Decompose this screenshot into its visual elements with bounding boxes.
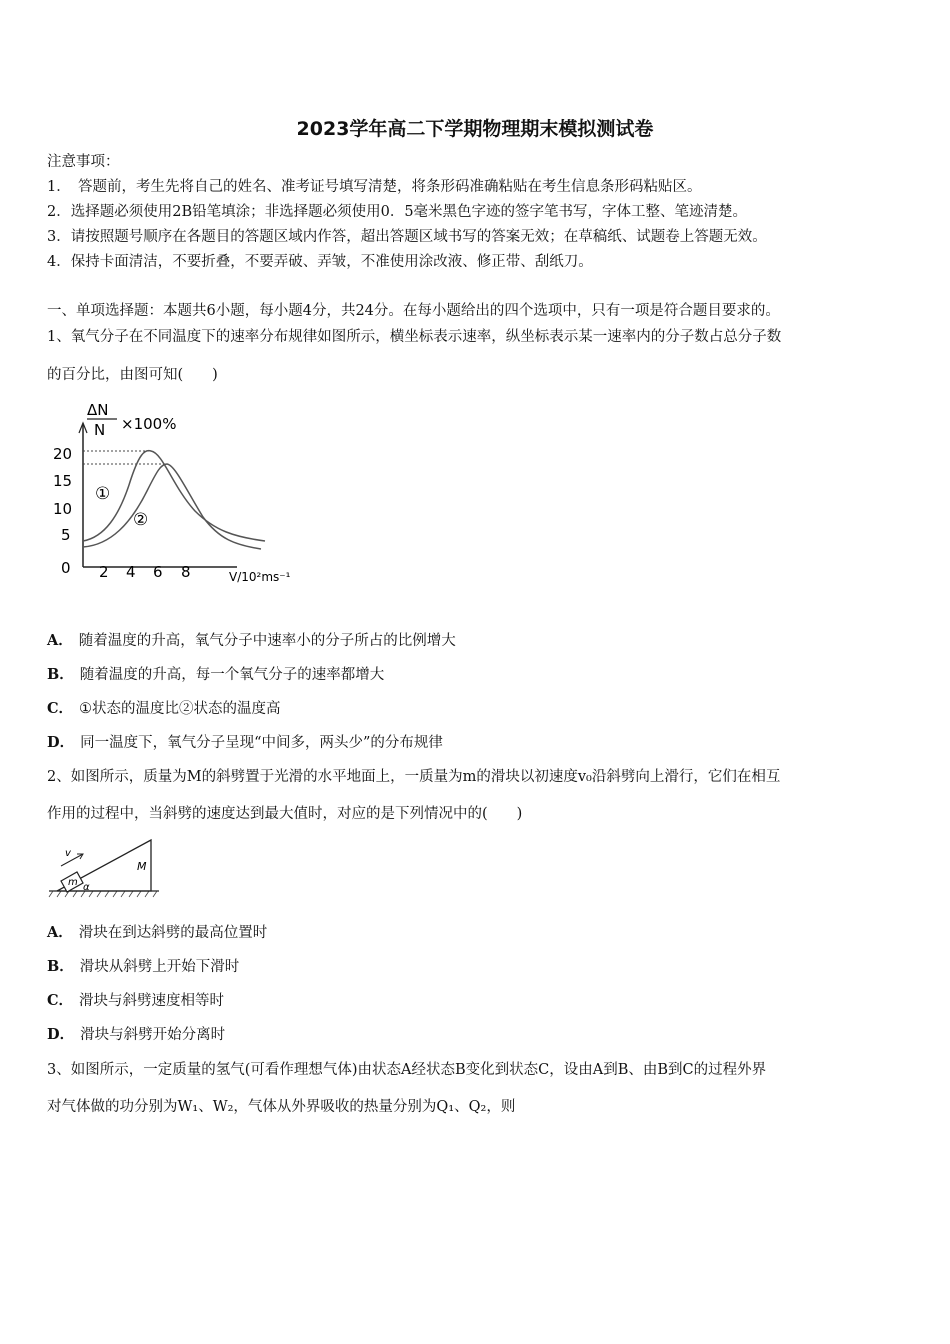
figure1-curve-1 [83,451,265,541]
figure1-ylabel-top: ΔN [87,401,109,419]
figure2-M-label: M [137,860,147,873]
q2-option-a-text: 滑块在到达斜劈的最高位置时 [78,925,268,941]
notice-item-4: 4．保持卡面清洁，不要折叠，不要弄破、弄皱，不准使用涂改液、修正带、刮纸刀。 [47,254,593,270]
q3-stem-line2: 对气体做的功分别为W₁、W₂，气体从外界吸收的热量分别为Q₁、Q₂，则 [47,1099,516,1115]
figure1-xlabel: V/10²ms⁻¹ [229,570,291,584]
q1-option-c-text: ①状态的温度比②状态的温度高 [79,701,281,717]
q2-option-d [47,1025,225,1045]
q1-option-a-letter: A． [47,632,73,649]
figure1-y-tick-5: 5 [61,526,71,544]
q1-option-a-text: 随着温度的升高，氧气分子中速率小的分子所占的比例增大 [78,633,456,649]
q2-option-d-letter: D． [47,1026,75,1043]
figure1-ylabel-bottom: N [94,421,106,439]
q2-option-c-text: 滑块与斜劈速度相等时 [79,993,225,1009]
q2-option-b-text: 滑块从斜劈上开始下滑时 [79,959,240,975]
notice-item-3: 3．请按照题号顺序在各题目的答题区域内作答，超出答题区域书写的答案无效；在草稿纸、试题卷上答题无效。 [47,229,767,245]
figure2-alpha-label: α [83,882,90,893]
figure1-curve1-label: ① [95,484,111,504]
q2-stem-line2: 作用的过程中，当斜劈的速度达到最大值时，对应的是下列情况中的( ) [47,806,523,822]
q1-option-c [47,699,281,719]
speed-distribution-figure [47,395,307,590]
figure2-v-label: v [65,848,71,859]
q2-option-b [47,957,239,977]
q2-option-c [47,991,224,1011]
q1-option-d-text: 同一温度下，氧气分子呈现“中间多，两头少”的分布规律 [80,735,443,751]
figure1-x-tick-6: 6 [153,563,163,581]
figure1-y-tick-10: 10 [53,500,73,518]
q1-option-c-letter: C． [47,700,74,717]
figure2-ground-hatch [49,891,157,897]
figure1-ylabel-suffix: ×100% [121,415,177,433]
q1-stem-line1: 1、氧气分子在不同温度下的速率分布规律如图所示，横坐标表示速率，纵坐标表示某一速率内的分子数占总分子数 [47,329,782,345]
notice-item-1: 1． 答题前，考生先将自己的姓名、准考证号填写清楚，将条形码准确粘贴在考生信息条形码粘贴区。 [47,179,702,195]
q2-option-a [47,923,267,943]
q2-option-a-letter: A． [47,924,73,941]
q1-option-d-letter: D． [47,734,75,751]
page-title: 2023学年高二下学期物理期末模拟测试卷 [296,118,654,140]
figure1-x-tick-2: 2 [99,563,109,581]
q2-stem-line1: 2、如图所示，质量为M的斜劈置于光滑的水平地面上，一质量为m的滑块以初速度v₀沿斜劈向上滑行，它们在相互 [47,769,781,785]
q1-option-d [47,733,443,753]
section-heading: 一、单项选择题：本题共6小题，每小题4分，共24分。在每小题给出的四个选项中，只有一项是符合题目要求的。 [47,303,780,319]
q3-stem-line1: 3、如图所示，一定质量的氢气(可看作理想气体)由状态A经状态B变化到状态C，设由A到B、由B到C的过程外界 [47,1062,767,1078]
figure1-y-tick-0: 0 [61,559,71,577]
notice-heading: 注意事项： [47,154,120,170]
figure1-y-tick-20: 20 [53,445,73,463]
q2-option-d-text: 滑块与斜劈开始分离时 [80,1027,226,1043]
q2-option-b-letter: B． [47,958,74,975]
figure1-curve2-label: ② [133,510,149,530]
q1-option-b [47,665,384,685]
q1-stem-line2: 的百分比，由图可知( ) [47,367,218,383]
q1-option-b-letter: B． [47,666,74,683]
figure1-x-tick-8: 8 [181,563,191,581]
figure1-y-tick-15: 15 [53,472,73,490]
figure1-x-tick-4: 4 [126,563,136,581]
wedge-block-figure [47,836,162,900]
figure2-m-label: m [68,877,78,888]
q1-option-b-text: 随着温度的升高，每一个氧气分子的速率都增大 [79,667,385,683]
q1-option-a [47,631,456,651]
notice-item-2: 2．选择题必须使用2B铅笔填涂；非选择题必须使用0．5毫米黑色字迹的签字笔书写，字体工整、笔迹清楚。 [47,204,748,220]
q2-option-c-letter: C． [47,992,74,1009]
